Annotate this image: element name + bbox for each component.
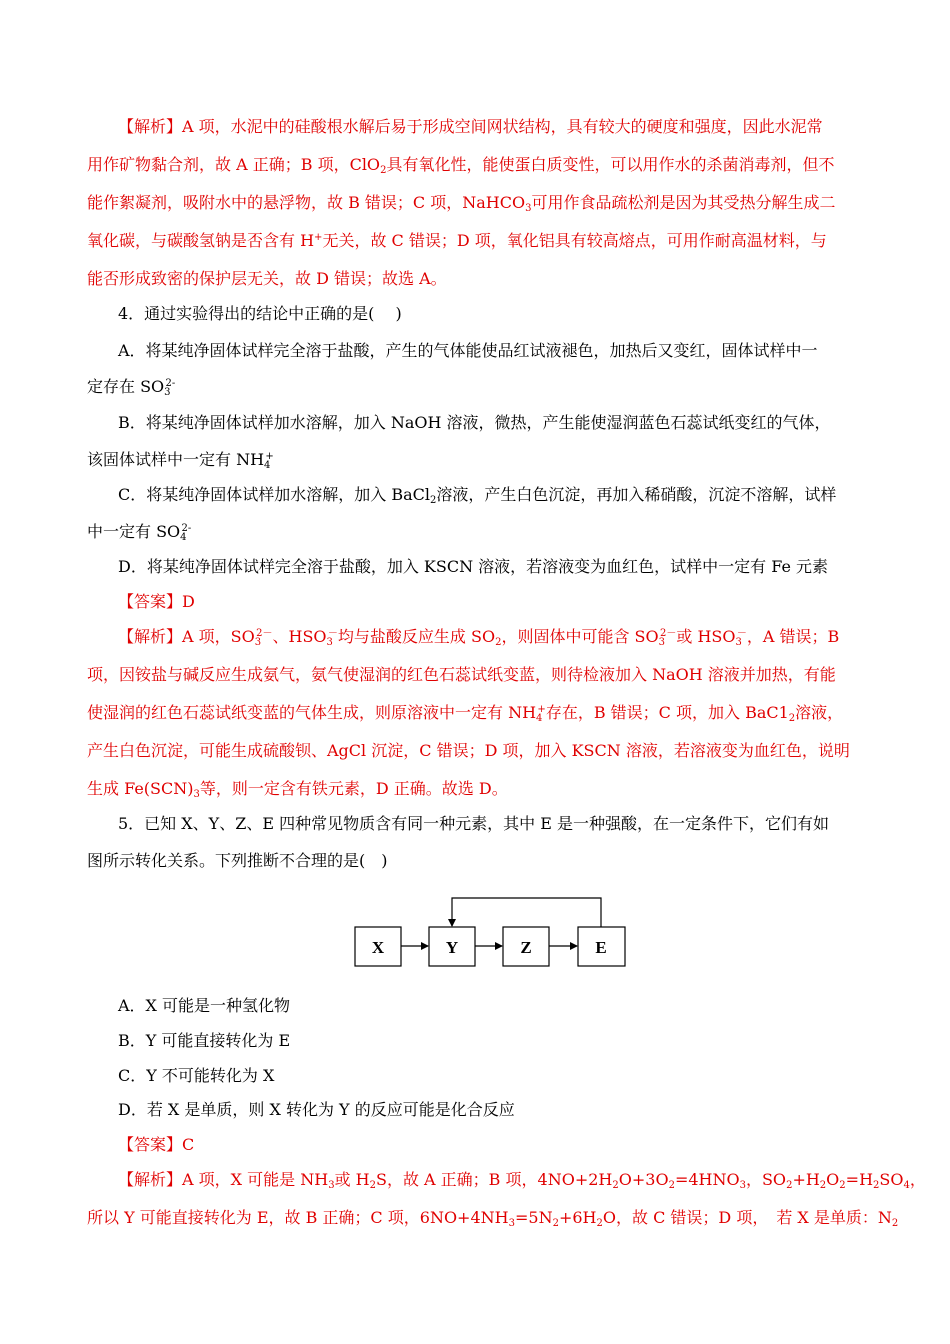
q4-analysis-line-5 xyxy=(87,779,508,799)
superscript: 2－ xyxy=(256,628,273,639)
q5-option-b: B．Y 可能直接转化为 E xyxy=(118,1031,291,1050)
subscript: 2 xyxy=(495,637,502,648)
q4-option-b-line-1: B．将某纯净固体试样加水溶解，加入 NaOH 溶液，微热，产生能使湿润蓝色石蕊试纸变红的气体， xyxy=(118,413,831,432)
subscript: 2 xyxy=(552,1218,559,1229)
text: 生成 Fe(SCN) xyxy=(87,779,194,798)
text: A 项，水泥中的硅酸根水解后易于形成空间网状结构，具有较大的硬度和强度，因此水泥常 xyxy=(182,117,823,136)
subscript: 4 xyxy=(180,532,187,543)
subscript: 3 xyxy=(328,1180,335,1191)
subscript: 3 xyxy=(164,387,171,398)
subscript: 3 xyxy=(735,637,742,648)
subscript: 2 xyxy=(819,1180,827,1191)
subscript: 3 xyxy=(739,1180,746,1191)
q3-analysis-line-5: 能否形成致密的保护层无关，故 D 错误；故选 A。 xyxy=(87,269,447,288)
text: 溶液， xyxy=(795,703,844,722)
text: 中一定有 SO xyxy=(87,522,181,541)
subscript: 4 xyxy=(536,713,543,724)
label-e: E xyxy=(595,938,607,957)
subscript: 2 xyxy=(380,165,387,176)
subscript: 2 xyxy=(839,1180,846,1191)
text: 所以 Y 可能直接转化为 E，故 B 正确；C 项，6NO+4NH xyxy=(87,1208,509,1227)
q5-option-a: A．X 可能是一种氢化物 xyxy=(118,996,291,1015)
superscript: + xyxy=(265,451,274,462)
subscript: 3 xyxy=(508,1218,515,1229)
superscript: － xyxy=(736,628,747,639)
text: 或 H xyxy=(334,1170,370,1189)
q4-option-c-line-2 xyxy=(87,522,191,542)
analysis-tag: 【解析】 xyxy=(118,1170,183,1189)
arrow-e-to-y xyxy=(452,898,601,927)
q4-option-b-line-2 xyxy=(87,450,274,470)
text: 、HSO xyxy=(272,627,327,646)
superscript: + xyxy=(314,232,323,243)
q4-analysis-line-2: 项，因铵盐与碱反应生成氨气，氨气使湿润的红色石蕊试纸变蓝，则待检液加入 NaOH 溶液并加热，有能 xyxy=(87,665,836,684)
text: 均与盐酸反应生成 SO xyxy=(337,627,496,646)
text: O，故 C 错误；D 项， 若 X 是单质：N xyxy=(602,1208,892,1227)
answer-tag: 【答案】 xyxy=(118,1135,183,1154)
text: 定存在 SO xyxy=(87,377,165,396)
text: 使湿润的红色石蕊试纸变蓝的气体生成，则原溶液中一定有 NH xyxy=(87,703,537,722)
text: A 项，SO xyxy=(182,627,255,646)
q4-option-a-line-2 xyxy=(87,377,175,397)
q5-stem-line-2: 图所示转化关系。下列推断不合理的是( ) xyxy=(87,851,388,870)
superscript: 2- xyxy=(165,378,176,389)
subscript: 3 xyxy=(525,203,532,214)
q3-analysis-line-4 xyxy=(87,231,827,251)
text: 该固体试样中一定有 NH xyxy=(87,450,265,469)
q3-analysis-line-3 xyxy=(87,193,836,213)
superscript: － xyxy=(327,628,338,639)
text: 用作矿物黏合剂，故 A 正确；B 项，ClO xyxy=(87,155,381,174)
label-x: X xyxy=(371,938,385,957)
q5-answer xyxy=(118,1135,194,1155)
subscript: 4 xyxy=(264,460,271,471)
subscript: 2 xyxy=(596,1218,603,1229)
q4-stem: 4．通过实验得出的结论中正确的是( ) xyxy=(118,304,402,323)
superscript: 2－ xyxy=(660,628,677,639)
subscript: 2 xyxy=(369,1180,376,1191)
text: A 项，X 可能是 NH xyxy=(182,1170,329,1189)
text: O xyxy=(826,1170,840,1189)
text: 存在，B 错误；C 项，加入 BaC1 xyxy=(545,703,789,722)
subscript: 3 xyxy=(658,637,666,648)
subscript: 2 xyxy=(612,1180,619,1191)
text: 氧化碳，与碳酸氢钠是否含有 H xyxy=(87,231,315,250)
superscript: 2- xyxy=(181,523,192,534)
text: 等，则一定含有铁元素，D 正确。故选 D。 xyxy=(199,779,508,798)
text: ，则固体中可能含 SO xyxy=(501,627,659,646)
text: 无关，故 C 错误；D 项，氧化铝具有较高熔点，可用作耐高温材料，与 xyxy=(322,231,827,250)
text: SO xyxy=(879,1170,904,1189)
subscript: 2 xyxy=(891,1218,899,1229)
text: 或 HSO xyxy=(676,627,736,646)
q4-analysis-line-1 xyxy=(118,627,839,647)
q5-stem-line-1: 5．已知 X、Y、Z、E 四种常见物质含有同一种元素，其中 E 是一种强酸，在一定条件下，它们有如 xyxy=(118,814,829,833)
q5-option-d: D．若 X 是单质，则 X 转化为 Y 的反应可能是化合反应 xyxy=(118,1100,515,1119)
text: =H xyxy=(845,1170,874,1189)
text: ，A 错误；B xyxy=(746,627,840,646)
q4-answer xyxy=(118,592,195,612)
q4-analysis-line-3 xyxy=(87,703,843,723)
q3-analysis-line-2 xyxy=(87,155,834,175)
text: O+3O xyxy=(618,1170,669,1189)
superscript: + xyxy=(537,704,546,715)
answer-value: D xyxy=(182,592,195,611)
text: +H xyxy=(792,1170,820,1189)
subscript: 3 xyxy=(326,637,333,648)
analysis-tag: 【解析】 xyxy=(118,117,183,136)
answer-value: C xyxy=(182,1135,195,1154)
label-y: Y xyxy=(445,938,459,957)
text: =5N xyxy=(514,1208,553,1227)
q4-analysis-line-4: 产生白色沉淀，可能生成硫酸钡、AgCl 沉淀，C 错误；D 项，加入 KSCN 溶液，若溶液变为血红色，说明 xyxy=(87,741,850,760)
text: 可用作食品疏松剂是因为其受热分解生成二 xyxy=(531,193,836,212)
subscript: 4 xyxy=(903,1180,910,1191)
text: S，故 A 正确；B 项，4NO+2H xyxy=(375,1170,613,1189)
q5-analysis-line-1 xyxy=(118,1170,926,1190)
subscript: 2 xyxy=(430,495,437,506)
q4-option-a-line-1: A．将某纯净固体试样完全溶于盐酸，产生的气体能使品红试液褪色，加热后又变红，固体试样中一 xyxy=(118,341,818,360)
q4-option-d: D．将某纯净固体试样完全溶于盐酸，加入 KSCN 溶液，若溶液变为血红色，试样中一定有 Fe 元素 xyxy=(118,557,829,576)
text: C．将某纯净固体试样加水溶解，加入 BaCl xyxy=(118,485,430,504)
analysis-tag: 【解析】 xyxy=(118,627,183,646)
text: ，SO xyxy=(745,1170,787,1189)
q5-option-c: C．Y 不可能转化为 X xyxy=(118,1066,275,1085)
text: +6H xyxy=(558,1208,597,1227)
text: =4HNO xyxy=(674,1170,740,1189)
text: 具有氧化性，能使蛋白质变性，可以用作水的杀菌消毒剂，但不 xyxy=(386,155,835,174)
q4-option-c-line-1 xyxy=(118,485,836,505)
label-z: Z xyxy=(520,938,532,957)
text: 溶液，产生白色沉淀，再加入稀硝酸，沉淀不溶解，试样 xyxy=(436,485,837,504)
text: 能作絮凝剂，吸附水中的悬浮物，故 B 错误；C 项，NaHCO xyxy=(87,193,526,212)
subscript: 3 xyxy=(193,789,200,800)
q5-analysis-line-2 xyxy=(87,1208,898,1228)
subscript: 2 xyxy=(786,1180,793,1191)
subscript: 3 xyxy=(254,637,262,648)
text: ， xyxy=(909,1170,926,1189)
subscript: 2 xyxy=(873,1180,880,1191)
subscript: 2 xyxy=(668,1180,675,1191)
subscript: 2 xyxy=(788,713,796,724)
conversion-diagram xyxy=(350,893,630,973)
q3-analysis-line-1 xyxy=(118,117,823,137)
answer-tag: 【答案】 xyxy=(118,592,183,611)
